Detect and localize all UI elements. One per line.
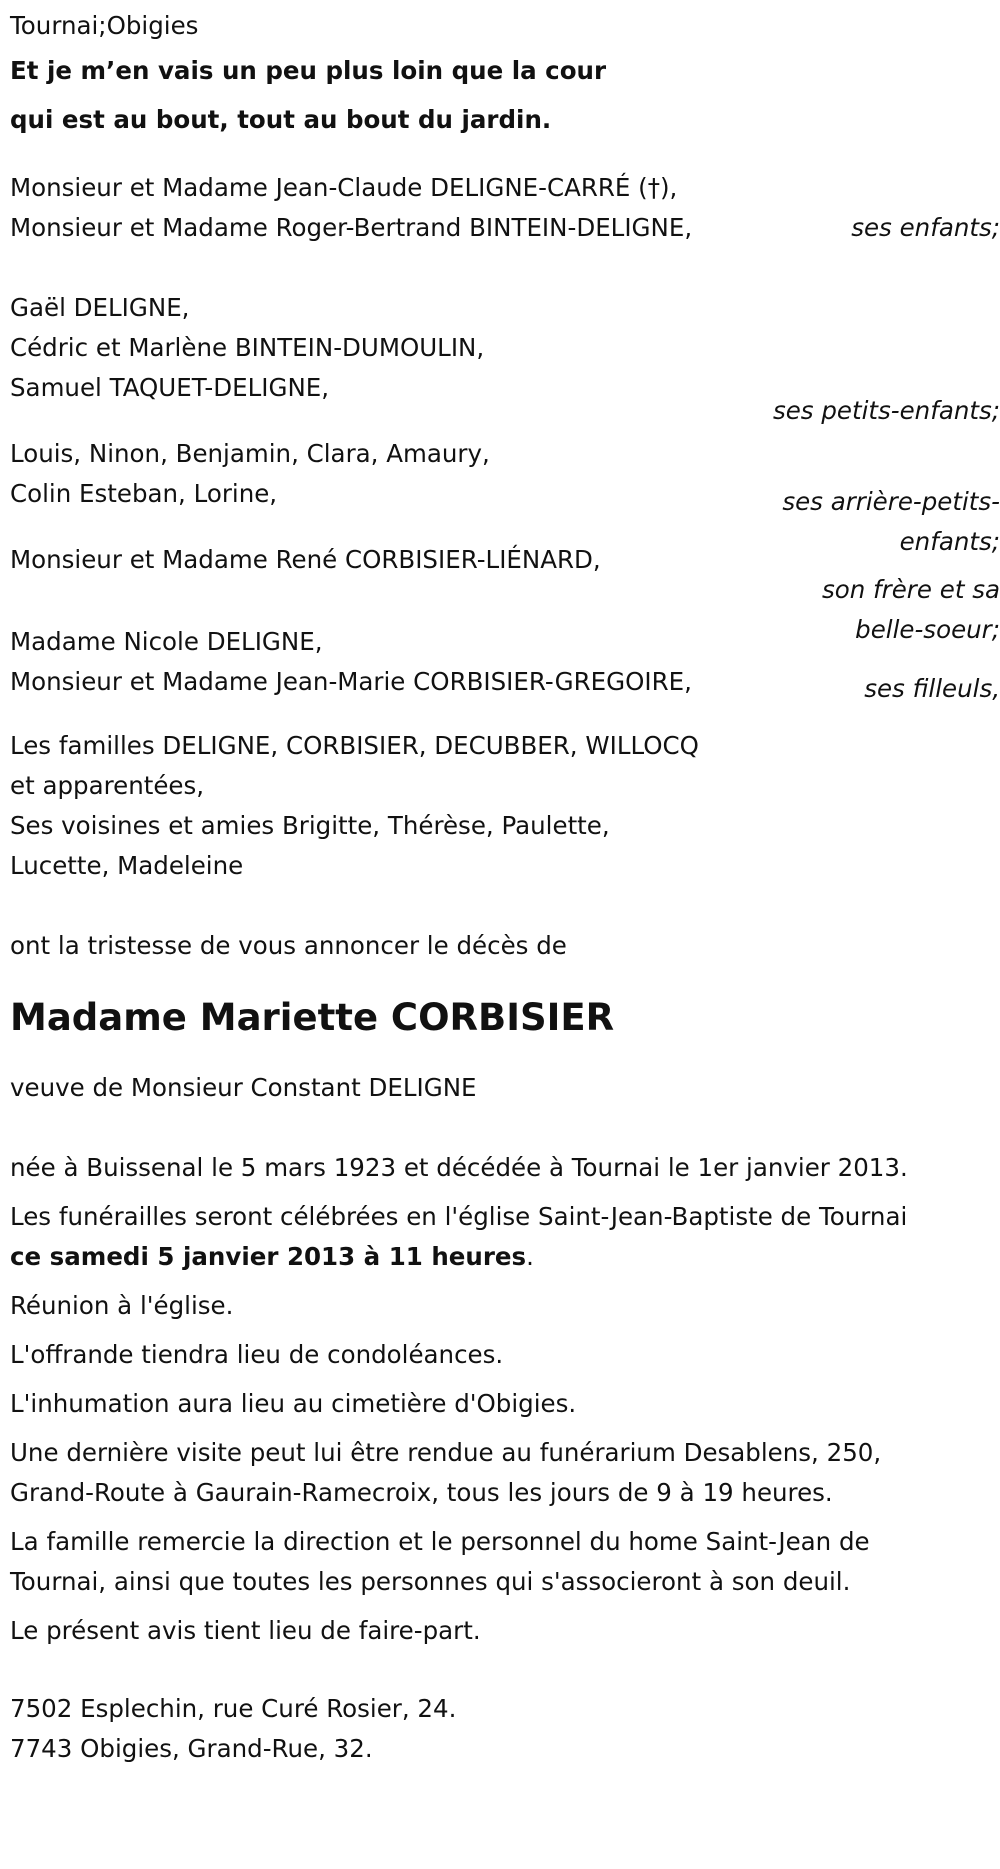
funeral-info (10, 1197, 1000, 1277)
announcement: ont la tristesse de vous annoncer le décès de (10, 931, 567, 960)
funeral-date-suffix: . (526, 1242, 534, 1271)
birth-death-dates: née à Buissenal le 5 mars 1923 et décédée à Tournai le 1er janvier 2013. (10, 1153, 908, 1182)
family-group-grandchildren (10, 288, 1000, 425)
family-group-children (10, 168, 1000, 248)
address-line: 7502 Esplechin, rue Curé Rosier, 24. (10, 1694, 457, 1723)
other-relatives-line: Ses voisines et amies Brigitte, Thérèse, Paulette, (10, 811, 610, 840)
thanks-info (10, 1522, 1000, 1602)
family-member: Colin Esteban, Lorine, (10, 479, 278, 508)
visit-line-2: Grand-Route à Gaurain-Ramecroix, tous les jours de 9 à 19 heures. (10, 1478, 833, 1507)
offering-info: L'offrande tiendra lieu de condoléances. (10, 1340, 504, 1369)
relation-label: ses arrière-petits-enfants; (782, 487, 1000, 556)
funeral-text: Les funérailles seront célébrées en l'église Saint-Jean-Baptiste de Tournai (10, 1202, 908, 1231)
relation-label: ses petits-enfants; (772, 396, 1000, 425)
family-member: Louis, Ninon, Benjamin, Clara, Amaury, (10, 439, 490, 468)
other-relatives-line: Les familles DELIGNE, CORBISIER, DECUBBER, WILLOCQ (10, 731, 699, 760)
family-member: Monsieur et Madame Roger-Bertrand BINTEIN-DELIGNE, (10, 213, 693, 242)
address-line: 7743 Obigies, Grand-Rue, 32. (10, 1734, 373, 1763)
location-header: Tournai;Obigies (10, 11, 199, 40)
family-member: Monsieur et Madame René CORBISIER-LIÉNARD, (10, 545, 601, 574)
thanks-line-2: Tournai, ainsi que toutes les personnes qui s'associeront à son deuil. (10, 1567, 851, 1596)
quote-line-2: qui est au bout, tout au bout du jardin. (10, 105, 552, 134)
other-relatives-line: Lucette, Madeleine (10, 851, 244, 880)
family-member: Gaël DELIGNE, (10, 293, 190, 322)
thanks-line-1: La famille remercie la direction et le personnel du home Saint-Jean de (10, 1527, 870, 1556)
quote-line-1: Et je m’en vais un peu plus loin que la cour (10, 56, 607, 85)
family-group-godchildren (10, 622, 1000, 702)
deceased-name: Madame Mariette CORBISIER (10, 996, 615, 1039)
other-relatives (10, 726, 1000, 886)
quote (10, 46, 1000, 144)
family-member: Madame Nicole DELIGNE, (10, 627, 323, 656)
family-group-great-grandchildren (10, 434, 1000, 556)
family-member: Monsieur et Madame Jean-Claude DELIGNE-CARRÉ (†), (10, 173, 678, 202)
addresses (10, 1689, 1000, 1769)
family-member: Samuel TAQUET-DELIGNE, (10, 373, 330, 402)
visit-line-1: Une dernière visite peut lui être rendue au funérarium Desablens, 250, (10, 1438, 882, 1467)
funeral-date: ce samedi 5 janvier 2013 à 11 heures (10, 1242, 527, 1271)
family-member: Cédric et Marlène BINTEIN-DUMOULIN, (10, 333, 485, 362)
widow-of: veuve de Monsieur Constant DELIGNE (10, 1073, 477, 1102)
burial-info: L'inhumation aura lieu au cimetière d'Obigies. (10, 1389, 577, 1418)
relation-label: ses enfants; (851, 213, 1000, 242)
other-relatives-line: et apparentées, (10, 771, 205, 800)
relation-label: son frère et sa belle-soeur; (821, 575, 1000, 644)
relation-label: ses filleuls, (864, 674, 1000, 703)
family-member: Monsieur et Madame Jean-Marie CORBISIER-GREGOIRE, (10, 667, 692, 696)
faire-part-notice: Le présent avis tient lieu de faire-part. (10, 1616, 481, 1645)
meeting-info: Réunion à l'église. (10, 1291, 234, 1320)
visit-info (10, 1433, 1000, 1513)
